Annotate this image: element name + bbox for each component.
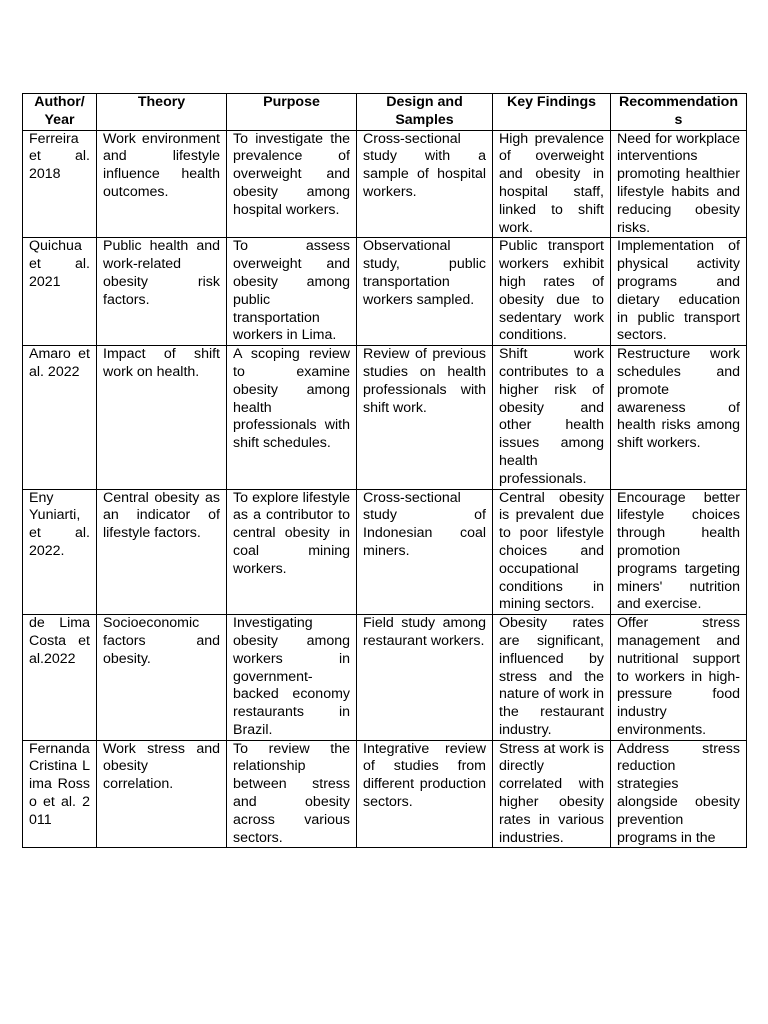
cell-design: Cross-sectional study with a sample of hospital workers. — [357, 130, 493, 238]
header-theory: Theory — [97, 94, 227, 131]
cell-recommendations: Restructure work schedules and promote awareness of health risks among shift workers. — [611, 346, 747, 489]
header-author-year: Author/ Year — [23, 94, 97, 131]
cell-theory: Work environment and lifestyle influence health outcomes. — [97, 130, 227, 238]
cell-theory: Central obesity as an indicator of lifestyle factors. — [97, 489, 227, 615]
cell-theory: Impact of shift work on health. — [97, 346, 227, 489]
table-row — [23, 489, 747, 615]
table-row — [23, 238, 747, 346]
cell-design: Field study among restaurant workers. — [357, 615, 493, 741]
cell-purpose: To explore lifestyle as a contributor to central obesity in coal mining workers. — [227, 489, 357, 615]
header-recommendations: Recommendations — [611, 94, 747, 131]
header-key-findings: Key Findings — [493, 94, 611, 131]
cell-design: Observational study, public transportation workers sampled. — [357, 238, 493, 346]
cell-author: Fernanda Cristina Lima Rosso et al. 2011 — [23, 740, 97, 848]
cell-recommendations: Encourage better lifestyle choices through health promotion programs targeting miners' nutrition and exercise. — [611, 489, 747, 615]
cell-design: Integrative review of studies from different production sectors. — [357, 740, 493, 848]
literature-review-table — [22, 93, 747, 848]
cell-recommendations: Address stress reduction strategies alongside obesity prevention programs in the — [611, 740, 747, 848]
cell-findings: High prevalence of overweight and obesity in hospital staff, linked to shift work. — [493, 130, 611, 238]
cell-author: Eny Yuniarti, et al. 2022. — [23, 489, 97, 615]
table-row — [23, 346, 747, 489]
header-design-samples: Design and Samples — [357, 94, 493, 131]
cell-purpose: To assess overweight and obesity among public transportation workers in Lima. — [227, 238, 357, 346]
cell-recommendations: Need for workplace interventions promoting healthier lifestyle habits and reducing obesity risks. — [611, 130, 747, 238]
cell-theory: Work stress and obesity correlation. — [97, 740, 227, 848]
cell-findings: Obesity rates are significant, influenced by stress and the nature of work in the restaurant industry. — [493, 615, 611, 741]
cell-purpose: To investigate the prevalence of overweight and obesity among hospital workers. — [227, 130, 357, 238]
table-row — [23, 615, 747, 741]
table-row — [23, 130, 747, 238]
cell-design: Review of previous studies on health professionals with shift work. — [357, 346, 493, 489]
cell-findings: Shift work contributes to a higher risk of obesity and other health issues among health professionals. — [493, 346, 611, 489]
cell-theory: Socioeconomic factors and obesity. — [97, 615, 227, 741]
cell-theory: Public health and work-related obesity risk factors. — [97, 238, 227, 346]
cell-findings: Stress at work is directly correlated with higher obesity rates in various industries. — [493, 740, 611, 848]
cell-findings: Central obesity is prevalent due to poor lifestyle choices and occupational conditions in mining sectors. — [493, 489, 611, 615]
cell-purpose: To review the relationship between stress and obesity across various sectors. — [227, 740, 357, 848]
cell-author: Quichua et al. 2021 — [23, 238, 97, 346]
cell-findings: Public transport workers exhibit high rates of obesity due to sedentary work conditions. — [493, 238, 611, 346]
cell-purpose: Investigating obesity among workers in government-backed economy restaurants in Brazil. — [227, 615, 357, 741]
table-header-row — [23, 94, 747, 131]
cell-author: de Lima Costa et al.2022 — [23, 615, 97, 741]
cell-recommendations: Offer stress management and nutritional support to workers in high-pressure food industry environments. — [611, 615, 747, 741]
cell-author: Ferreira et al. 2018 — [23, 130, 97, 238]
cell-author: Amaro et al. 2022 — [23, 346, 97, 489]
header-purpose: Purpose — [227, 94, 357, 131]
cell-recommendations: Implementation of physical activity programs and dietary education in public transport sectors. — [611, 238, 747, 346]
cell-design: Cross-sectional study of Indonesian coal miners. — [357, 489, 493, 615]
cell-purpose: A scoping review to examine obesity among health professionals with shift schedules. — [227, 346, 357, 489]
table-row — [23, 740, 747, 848]
